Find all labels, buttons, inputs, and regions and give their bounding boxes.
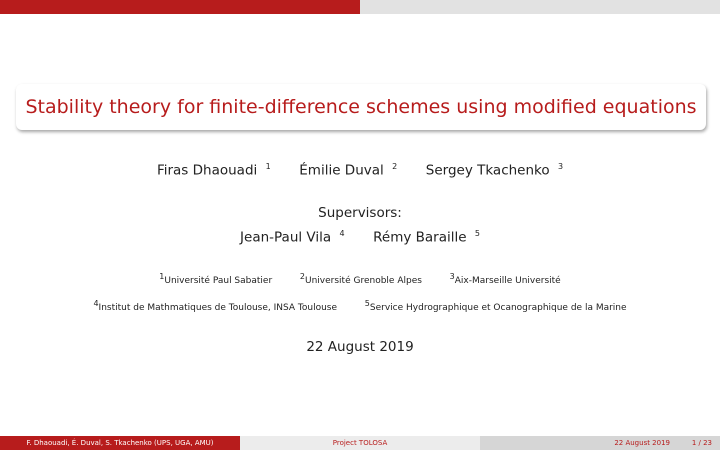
- affiliation-text: Institut de Mathmatiques de Toulouse, INSA Toulouse: [98, 303, 338, 313]
- author-list: [0, 162, 720, 179]
- affiliation-text: Université Paul Sabatier: [164, 276, 273, 286]
- affiliation-mark: 4: [93, 299, 99, 308]
- author-name: Sergey Tkachenko: [425, 162, 550, 179]
- author-name: Firas Dhaouadi: [156, 162, 258, 179]
- author-affiliation-mark: 1: [265, 162, 271, 171]
- footer-project: Project TOLOSA: [240, 436, 480, 450]
- supervisor-affiliation-mark: 5: [474, 229, 480, 238]
- footer-authors: F. Dhaouadi, É. Duval, S. Tkachenko (UPS, UGA, AMU): [0, 436, 240, 450]
- supervisors-label: Supervisors:: [318, 205, 402, 221]
- footer: [0, 436, 720, 450]
- affiliation-text: Université Grenoble Alpes: [305, 276, 422, 286]
- author-name: Émilie Duval: [299, 162, 384, 179]
- affiliation-mark: 1: [159, 272, 165, 281]
- supervisor-name: Jean-Paul Vila: [240, 229, 332, 246]
- author-affiliation-mark: 3: [557, 162, 564, 171]
- progress-fill: [0, 0, 360, 14]
- supervisor-affiliation-mark: 4: [339, 229, 345, 238]
- title-box: [16, 84, 706, 130]
- footer-date: 22 August 2019: [614, 439, 670, 447]
- progress-bar: [0, 0, 720, 14]
- footer-right: [480, 436, 720, 450]
- supervisor-list: [0, 229, 720, 246]
- affiliation-mark: 5: [364, 299, 370, 308]
- affiliation-text: Aix-Marseille Université: [454, 276, 561, 286]
- slide-title: Stability theory for finite-difference schemes using modified equations: [25, 96, 697, 118]
- affiliation-mark: 3: [449, 272, 455, 281]
- presentation-date: 22 August 2019: [306, 339, 414, 355]
- affiliation-text: Service Hydrographique et Ocanographique de la Marine: [369, 303, 627, 313]
- supervisor-name: Rémy Baraille: [373, 229, 467, 246]
- author-affiliation-mark: 2: [392, 162, 398, 171]
- affiliations-row-2: [0, 299, 720, 313]
- affiliations-row-1: [0, 272, 720, 286]
- affiliation-mark: 2: [299, 272, 306, 281]
- page-number: 1 / 23: [691, 439, 712, 447]
